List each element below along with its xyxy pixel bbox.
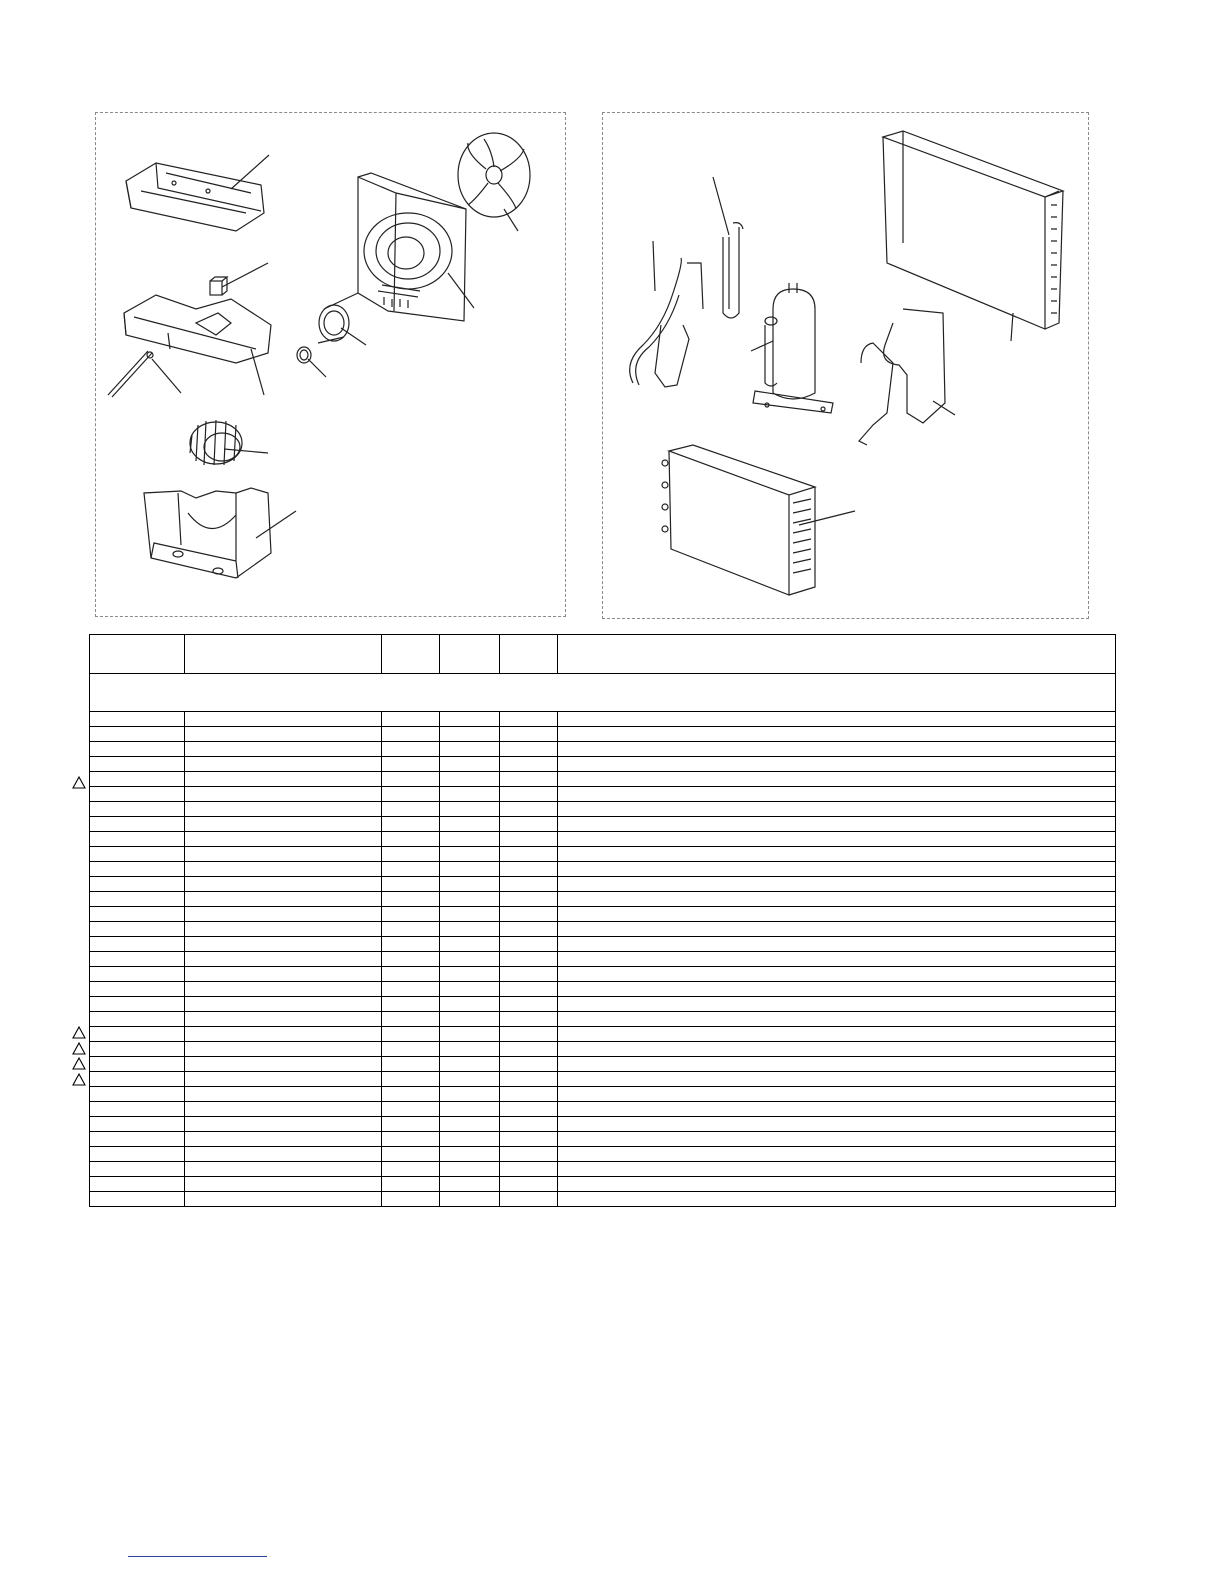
- table-row: [90, 907, 1116, 922]
- table-cell: [90, 802, 185, 817]
- table-cell: [558, 772, 1116, 787]
- table-cell: [440, 712, 500, 727]
- table-cell: [440, 1087, 500, 1102]
- table-cell: [382, 1117, 440, 1132]
- table-header-row: [90, 635, 1116, 674]
- table-cell: [440, 802, 500, 817]
- table-cell: [440, 1162, 500, 1177]
- chassis-parts-illustration: [96, 113, 567, 618]
- table-cell: [500, 877, 558, 892]
- table-cell: [558, 742, 1116, 757]
- table-cell: [440, 1072, 500, 1087]
- section-label: [90, 674, 1116, 712]
- table-cell: [440, 967, 500, 982]
- table-cell: [500, 952, 558, 967]
- table-cell: [440, 877, 500, 892]
- table-cell: [500, 772, 558, 787]
- table-cell: [558, 1177, 1116, 1192]
- table-cell: [500, 1192, 558, 1207]
- table-row: [90, 817, 1116, 832]
- table-cell: [90, 742, 185, 757]
- table-cell: [440, 772, 500, 787]
- table-row: [90, 922, 1116, 937]
- table-row: [90, 802, 1116, 817]
- compressor-part: [753, 283, 833, 413]
- table-cell: [440, 982, 500, 997]
- table-cell: [185, 922, 382, 937]
- table-cell: [185, 907, 382, 922]
- table-cell: [440, 892, 500, 907]
- table-row: [90, 1057, 1116, 1072]
- capillary-tube-part: [630, 258, 703, 387]
- table-cell: [90, 1162, 185, 1177]
- table-row: [90, 787, 1116, 802]
- table-cell: [185, 862, 382, 877]
- table-cell: [440, 1132, 500, 1147]
- table-row: [90, 1132, 1116, 1147]
- table-cell: [558, 787, 1116, 802]
- table-cell: [440, 1147, 500, 1162]
- exploded-view-right-panel: [602, 112, 1089, 619]
- table-cell: [440, 847, 500, 862]
- table-cell: [382, 937, 440, 952]
- table-cell: [500, 982, 558, 997]
- table-cell: [90, 1177, 185, 1192]
- table-cell: [185, 1102, 382, 1117]
- table-cell: [558, 727, 1116, 742]
- table-cell: [90, 1147, 185, 1162]
- header-cell-col4: [440, 635, 500, 674]
- table-cell: [382, 1192, 440, 1207]
- table-cell: [558, 997, 1116, 1012]
- table-row: [90, 892, 1116, 907]
- table-cell: [382, 802, 440, 817]
- table-row: [90, 967, 1116, 982]
- table-cell: [558, 1162, 1116, 1177]
- table-cell: [90, 922, 185, 937]
- table-cell: [382, 1057, 440, 1072]
- table-cell: [440, 757, 500, 772]
- table-cell: [500, 1057, 558, 1072]
- table-cell: [382, 862, 440, 877]
- table-cell: [440, 1027, 500, 1042]
- exploded-view-left-panel: [95, 112, 566, 617]
- table-row: [90, 862, 1116, 877]
- table-cell: [500, 1042, 558, 1057]
- table-cell: [185, 817, 382, 832]
- table-row: [90, 937, 1116, 952]
- table-row: [90, 877, 1116, 892]
- table-row: [90, 757, 1116, 772]
- table-cell: [382, 1147, 440, 1162]
- table-cell: [440, 832, 500, 847]
- table-cell: [185, 1162, 382, 1177]
- table-cell: [90, 1102, 185, 1117]
- table-cell: [90, 757, 185, 772]
- table-row: [90, 997, 1116, 1012]
- table-row: [90, 1012, 1116, 1027]
- table-cell: [90, 1072, 185, 1087]
- table-cell: [90, 817, 185, 832]
- table-cell: [558, 1072, 1116, 1087]
- table-cell: [500, 937, 558, 952]
- table-cell: [185, 1027, 382, 1042]
- table-cell: [440, 862, 500, 877]
- table-cell: [500, 997, 558, 1012]
- table-cell: [558, 862, 1116, 877]
- table-cell: [90, 712, 185, 727]
- bottom-base-part: [144, 488, 271, 578]
- header-cell-part-no: [185, 635, 382, 674]
- table-cell: [440, 817, 500, 832]
- table-cell: [90, 1042, 185, 1057]
- table-cell: [382, 1042, 440, 1057]
- table-cell: [382, 847, 440, 862]
- table-cell: [382, 712, 440, 727]
- table-cell: [440, 997, 500, 1012]
- table-cell: [90, 967, 185, 982]
- table-cell: [440, 1042, 500, 1057]
- table-cell: [382, 1177, 440, 1192]
- table-cell: [90, 997, 185, 1012]
- table-cell: [440, 1177, 500, 1192]
- table-cell: [185, 727, 382, 742]
- table-cell: [382, 817, 440, 832]
- table-cell: [558, 967, 1116, 982]
- blower-wheel-part: [190, 420, 242, 465]
- table-cell: [558, 982, 1116, 997]
- table-cell: [185, 1057, 382, 1072]
- table-cell: [382, 727, 440, 742]
- table-cell: [440, 787, 500, 802]
- table-cell: [185, 997, 382, 1012]
- table-row: [90, 982, 1116, 997]
- warning-triangle-icon: [72, 1073, 86, 1086]
- table-cell: [382, 1132, 440, 1147]
- table-row: [90, 742, 1116, 757]
- table-cell: [90, 877, 185, 892]
- table-cell: [500, 832, 558, 847]
- header-cell-col3: [382, 635, 440, 674]
- table-cell: [440, 1117, 500, 1132]
- table-cell: [382, 922, 440, 937]
- table-row: [90, 727, 1116, 742]
- table-cell: [382, 742, 440, 757]
- table-cell: [558, 802, 1116, 817]
- table-cell: [90, 952, 185, 967]
- table-cell: [500, 1147, 558, 1162]
- table-cell: [185, 982, 382, 997]
- table-cell: [185, 892, 382, 907]
- table-cell: [90, 832, 185, 847]
- table-cell: [500, 922, 558, 937]
- table-cell: [500, 1027, 558, 1042]
- table-cell: [185, 742, 382, 757]
- table-cell: [90, 937, 185, 952]
- table-cell: [558, 1102, 1116, 1117]
- table-cell: [440, 937, 500, 952]
- table-row: [90, 832, 1116, 847]
- suction-tube-part: [859, 309, 945, 445]
- table-cell: [185, 832, 382, 847]
- evaporator-coil-part: [883, 131, 1063, 329]
- table-cell: [90, 727, 185, 742]
- table-row: [90, 772, 1116, 787]
- table-cell: [90, 1132, 185, 1147]
- table-cell: [185, 1147, 382, 1162]
- table-cell: [500, 1162, 558, 1177]
- table-cell: [440, 1012, 500, 1027]
- warning-triangle-icon: [72, 1057, 86, 1070]
- table-cell: [185, 802, 382, 817]
- table-cell: [382, 832, 440, 847]
- table-row: [90, 1042, 1116, 1057]
- table-row: [90, 1147, 1116, 1162]
- condenser-coil-part: [662, 445, 815, 595]
- top-bracket-part: [126, 163, 264, 231]
- table-cell: [558, 1192, 1116, 1207]
- rod-part: [108, 351, 153, 397]
- table-cell: [500, 742, 558, 757]
- table-cell: [185, 1132, 382, 1147]
- table-cell: [382, 787, 440, 802]
- table-cell: [558, 1012, 1116, 1027]
- table-cell: [382, 1027, 440, 1042]
- header-cell-col5: [500, 635, 558, 674]
- table-cell: [90, 847, 185, 862]
- table-cell: [185, 847, 382, 862]
- table-cell: [382, 1012, 440, 1027]
- table-cell: [185, 1117, 382, 1132]
- table-cell: [558, 952, 1116, 967]
- header-cell-ref: [90, 635, 185, 674]
- table-cell: [382, 1162, 440, 1177]
- table-cell: [500, 1012, 558, 1027]
- table-cell: [90, 907, 185, 922]
- table-cell: [558, 1057, 1116, 1072]
- table-cell: [382, 772, 440, 787]
- table-cell: [90, 982, 185, 997]
- table-cell: [440, 907, 500, 922]
- table-cell: [500, 817, 558, 832]
- table-cell: [382, 892, 440, 907]
- table-row: [90, 712, 1116, 727]
- table-cell: [440, 922, 500, 937]
- table-cell: [500, 907, 558, 922]
- table-cell: [440, 1192, 500, 1207]
- u-tube-part: [723, 223, 743, 318]
- table-cell: [440, 952, 500, 967]
- table-cell: [382, 952, 440, 967]
- table-cell: [500, 1132, 558, 1147]
- table-cell: [558, 877, 1116, 892]
- table-row: [90, 1162, 1116, 1177]
- table-cell: [90, 1117, 185, 1132]
- table-cell: [185, 787, 382, 802]
- axial-fan-part: [458, 133, 530, 217]
- table-cell: [558, 1087, 1116, 1102]
- table-cell: [382, 982, 440, 997]
- table-cell: [382, 907, 440, 922]
- table-cell: [185, 1012, 382, 1027]
- table-cell: [500, 1102, 558, 1117]
- parts-list-table: [89, 634, 1116, 1207]
- warning-triangle-icon: [72, 1042, 86, 1055]
- table-cell: [185, 877, 382, 892]
- table-cell: [558, 757, 1116, 772]
- table-cell: [90, 787, 185, 802]
- table-cell: [185, 1072, 382, 1087]
- table-cell: [90, 892, 185, 907]
- header-cell-description: [558, 635, 1116, 674]
- table-cell: [558, 1132, 1116, 1147]
- parts-table-body: [90, 635, 1116, 1207]
- table-cell: [185, 712, 382, 727]
- table-cell: [500, 1087, 558, 1102]
- table-cell: [185, 1177, 382, 1192]
- table-row: [90, 1087, 1116, 1102]
- table-cell: [382, 1072, 440, 1087]
- table-cell: [558, 1042, 1116, 1057]
- table-cell: [185, 967, 382, 982]
- table-cell: [500, 787, 558, 802]
- table-row: [90, 1192, 1116, 1207]
- table-cell: [185, 1192, 382, 1207]
- table-cell: [382, 757, 440, 772]
- table-cell: [440, 742, 500, 757]
- table-cell: [382, 1102, 440, 1117]
- table-cell: [558, 832, 1116, 847]
- table-cell: [185, 952, 382, 967]
- table-cell: [185, 1087, 382, 1102]
- table-cell: [558, 847, 1116, 862]
- table-row: [90, 952, 1116, 967]
- fan-shroud-part: [358, 173, 466, 321]
- table-cell: [500, 1177, 558, 1192]
- table-cell: [558, 892, 1116, 907]
- table-cell: [90, 862, 185, 877]
- footer-link-underline[interactable]: [128, 1556, 267, 1557]
- table-cell: [90, 1087, 185, 1102]
- table-cell: [558, 922, 1116, 937]
- table-cell: [440, 727, 500, 742]
- table-cell: [382, 967, 440, 982]
- table-row: [90, 1102, 1116, 1117]
- table-row: [90, 1072, 1116, 1087]
- warning-triangle-icon: [72, 1026, 86, 1039]
- table-cell: [185, 772, 382, 787]
- table-row: [90, 1117, 1116, 1132]
- table-row: [90, 1177, 1116, 1192]
- table-cell: [90, 772, 185, 787]
- table-cell: [500, 847, 558, 862]
- table-cell: [185, 757, 382, 772]
- table-cell: [90, 1192, 185, 1207]
- table-section-row: [90, 674, 1116, 712]
- table-cell: [558, 1027, 1116, 1042]
- table-cell: [558, 712, 1116, 727]
- table-cell: [90, 1057, 185, 1072]
- table-cell: [558, 907, 1116, 922]
- table-cell: [90, 1012, 185, 1027]
- table-cell: [500, 1117, 558, 1132]
- table-cell: [440, 1057, 500, 1072]
- table-cell: [185, 1042, 382, 1057]
- table-row: [90, 847, 1116, 862]
- table-cell: [500, 862, 558, 877]
- table-cell: [500, 802, 558, 817]
- table-row: [90, 1027, 1116, 1042]
- table-cell: [500, 757, 558, 772]
- table-cell: [440, 1102, 500, 1117]
- table-cell: [500, 712, 558, 727]
- refrigeration-parts-illustration: [603, 113, 1090, 620]
- table-cell: [558, 817, 1116, 832]
- table-cell: [382, 997, 440, 1012]
- table-cell: [558, 937, 1116, 952]
- warning-triangle-icon: [72, 776, 86, 789]
- table-cell: [500, 967, 558, 982]
- table-cell: [90, 1027, 185, 1042]
- table-cell: [558, 1117, 1116, 1132]
- table-cell: [185, 937, 382, 952]
- table-cell: [500, 1072, 558, 1087]
- table-cell: [382, 1087, 440, 1102]
- table-cell: [382, 877, 440, 892]
- table-cell: [500, 727, 558, 742]
- table-cell: [500, 892, 558, 907]
- table-cell: [558, 1147, 1116, 1162]
